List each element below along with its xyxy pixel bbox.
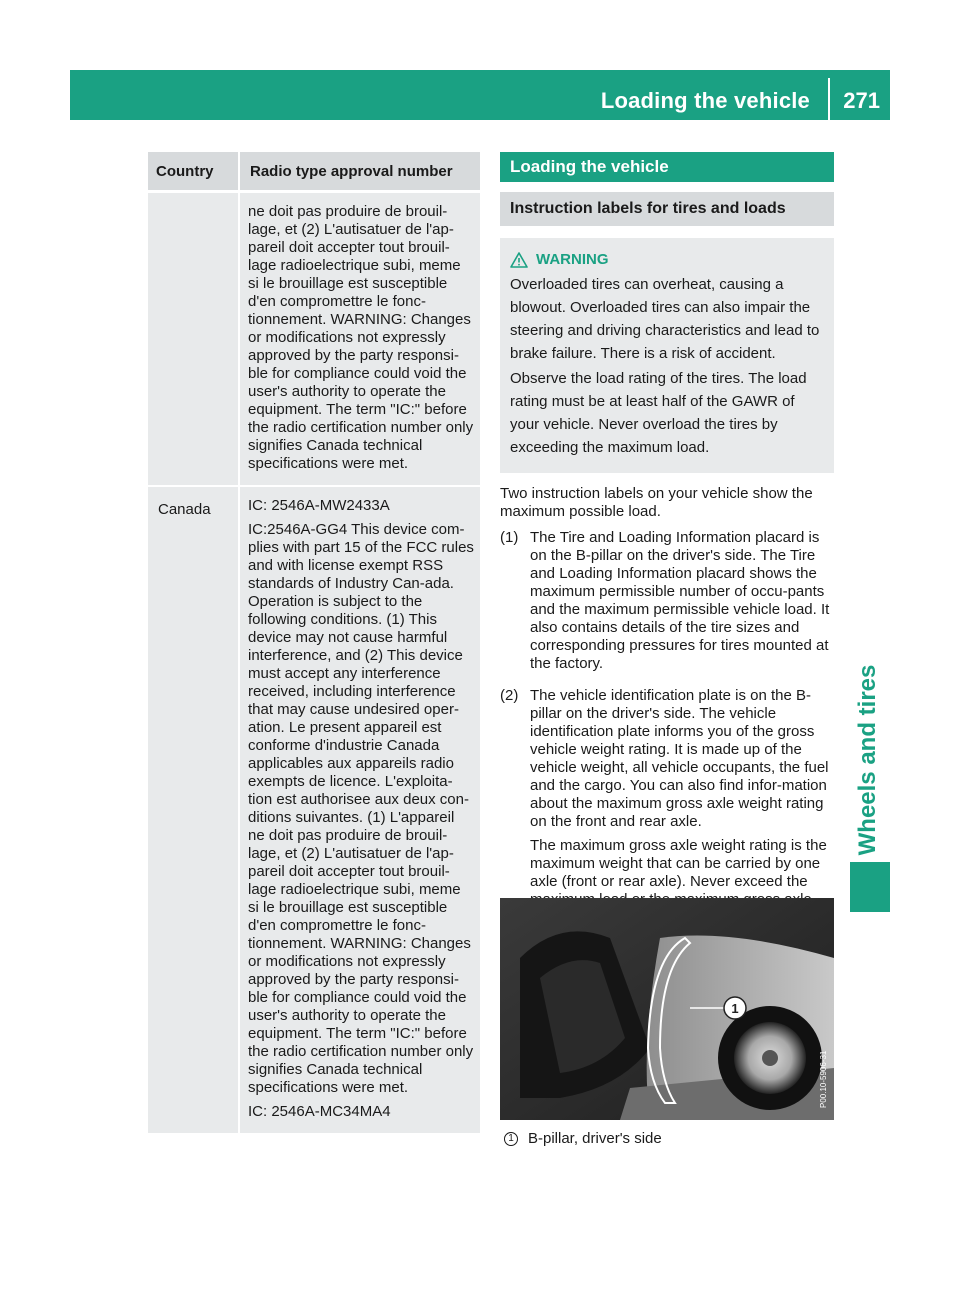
photo-code: P00.10-5906-31 (819, 1050, 828, 1108)
warning-paragraph: Overloaded tires can overheat, causing a blowout. Overloaded tires can also impair the steering and driving characteristics and lead to brake failure. There is a risk of accident. (510, 276, 820, 362)
warning-heading (510, 248, 826, 271)
page-header (70, 70, 890, 120)
photo-callout: 1 (731, 1001, 739, 1016)
side-tab-label: Wheels and tires (854, 664, 881, 856)
section-title: Loading the vehicle (500, 152, 834, 182)
table-header (148, 152, 480, 191)
loading-section (500, 152, 834, 1147)
intro-paragraph: Two instruction labels on your vehicle show the maximum possible load. (500, 485, 813, 520)
list-item-number: (2) (500, 687, 519, 704)
table-row (148, 193, 480, 485)
approval-paragraph: IC: 2546A-MW2433A (248, 497, 390, 514)
warning-label: WARNING (536, 251, 609, 268)
approval-paragraph: IC:2546A-GG4 This device com-plies with part 15 of the FCC rules and with license exempt RSS standards of Industry Can-ada. Operation is subject to the following conditions. (1) This device may not cause harmful interference, and (2) This device must accept any interference received, including interference that may cause undesired oper-ation. Le present appareil est conforme d'industrie Canada applicables aux appareils radio exempts de licence. L'exploita-tion est authorisee aux deux con-ditions suivantes. (1) L'appareil ne doit pas produire de brouil-lage, et (2) L'autisatuer de l'ap-pareil doit accepter tout brouil-lage radioelectrique subi, meme si le brouillage est susceptible d'en compromettre le fonc-tionnement. WARNING: Changes or modifications not expressly approved by the party responsi-ble for compliance could void the user's authority to operate the equipment. The term "IC:" before the radio certification number only signifies Canada technical specifications were met. (248, 521, 474, 1096)
label-list (500, 529, 834, 933)
photo-caption (504, 1130, 662, 1147)
car-door-illustration (500, 898, 834, 1120)
section-subtitle: Instruction labels for tires and loads (500, 192, 834, 226)
header-separator (828, 78, 830, 120)
list-item (500, 529, 834, 679)
b-pillar-photo (500, 898, 834, 1120)
approval-paragraph: ne doit pas produire de brouil-lage, et (2) L'autisatuer de l'ap-pareil doit accepter tout brouil-lage radioelectrique subi, meme si le brouillage est susceptible d'en compromettre le fonc-tionnement. WARNING: Changes or modifications not expressly approved by the party responsi-ble for compliance could void the user's authority to operate the equipment. The term "IC:" before the radio certification number only signifies Canada technical specifications were met. (248, 203, 474, 472)
warning-box (500, 238, 834, 473)
header-title: Loading the vehicle (600, 88, 810, 113)
intro-text (500, 485, 834, 521)
side-tab-marker (850, 862, 890, 912)
table-row (148, 487, 480, 1133)
approval-cell (240, 193, 480, 485)
list-item (500, 687, 834, 933)
column-header-approval: Radio type approval number (240, 152, 480, 190)
country-cell (148, 193, 238, 485)
country-cell: Canada (148, 487, 238, 1133)
approval-paragraph: IC: 2546A-MC34MA4 (248, 1103, 391, 1120)
list-item-text: The Tire and Loading Information placard is on the B-pillar on the driver's side. The Tire and Loading Information placard shows the maximum permissible number of occu-pants and the maximum permissible vehicle load. It also contains details of the tire sizes and corresponding pressures for tires mounted at the factory. (530, 529, 830, 672)
warning-triangle-icon (510, 252, 528, 268)
radio-approval-table (148, 152, 480, 1133)
list-item-text: The maximum gross axle weight rating is the maximum weight that can be carried by one axle (front or rear axle). Never exceed the (530, 837, 827, 890)
approval-cell (240, 487, 480, 1133)
warning-paragraph: Observe the load rating of the tires. The load rating must be at least half of the GAWR of your vehicle. Never overload the tires by exceeding the maximum load. (510, 370, 807, 456)
column-header-country: Country (148, 152, 238, 190)
callout-1-icon: 1 (504, 1132, 518, 1146)
list-item-text: The vehicle identification plate is on the B-pillar on the driver's side. The vehicle identification plate informs you of the gross vehicle weight rating. It is made up of the vehicle weight, all vehicle occupants, the fuel and the cargo. You can also find infor-mation about the maximum gross axle weight rating on the front and rear axle. (530, 687, 829, 830)
page-number: 271 (843, 88, 880, 113)
caption-text: B-pillar, driver's side (528, 1130, 662, 1147)
list-item-number: (1) (500, 529, 519, 546)
